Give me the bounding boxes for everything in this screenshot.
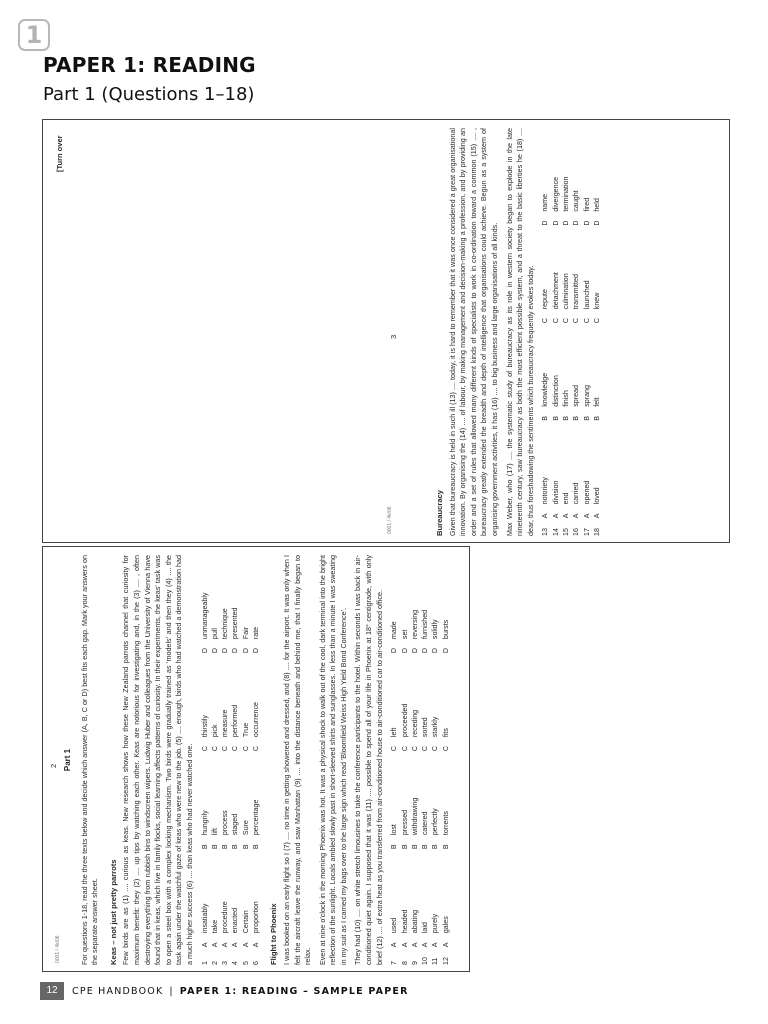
option-word: left xyxy=(390,727,399,738)
option-word: fired xyxy=(582,197,591,212)
text2-paragraph: Even at nine o'clock in the morning Phoenix was hot. It was a physical shock to walk out of the cool, dark terminal into the bright reflection of the sunlight. Locals ambled slowly past in short-sleeved shirts and sunglasses. In less than a minute I was sweating in my suit as I carried my bags over to the large sign which read 'Bloomfield Weiss High Yield Bond Conference'. xyxy=(317,555,348,965)
option-letter: B xyxy=(582,415,591,421)
option-row xyxy=(389,555,399,965)
page-code: 0001 / 4k/06 xyxy=(55,935,61,963)
option-row xyxy=(220,555,230,965)
option-word: launched xyxy=(582,280,591,310)
option-letter: D xyxy=(252,647,261,654)
option-word: catered xyxy=(421,811,430,836)
option-word: perfectly xyxy=(431,808,440,836)
option-letter: A xyxy=(400,942,409,948)
option-letter: A xyxy=(410,942,419,948)
question-number: 16 xyxy=(572,528,581,536)
option-letter: A xyxy=(582,513,591,519)
option-word: notoriety xyxy=(541,477,550,505)
option-letter: B xyxy=(410,844,419,850)
option-letter: C xyxy=(252,746,261,752)
option-word: process xyxy=(221,810,230,836)
option-letter: D xyxy=(231,647,240,654)
option-word: bursts xyxy=(441,619,450,640)
option-letter: D xyxy=(561,220,570,226)
option-letter: D xyxy=(221,647,230,654)
option-word: held xyxy=(592,198,601,212)
option-letter: D xyxy=(400,647,409,654)
option-letter: B xyxy=(421,844,430,850)
question-number: 4 xyxy=(231,961,240,965)
option-word: end xyxy=(561,492,570,505)
text2-paragraph: I was booked on an early flight so I (7) .... no time in getting showered and dressed, and (8) .... for the airport. It was only when I felt the aircraft leave the runway, and saw Manhattan (9) .... into the distance beneath and behind me, that I finally began to relax. xyxy=(281,555,313,965)
option-word: pull xyxy=(210,628,219,640)
option-word: felt xyxy=(592,397,601,407)
text3-title: Bureaucracy xyxy=(435,489,444,536)
option-word: made xyxy=(390,621,399,640)
option-word: set xyxy=(400,629,409,640)
option-row xyxy=(210,555,220,965)
option-word: termination xyxy=(561,176,570,212)
option-row xyxy=(200,555,210,965)
option-letter: D xyxy=(592,220,601,226)
option-letter: C xyxy=(541,318,550,324)
text2-paragraph: They had (10) .... on white stretch limousines to take the conference participants to the hotel. Within seconds I was back in air-conditioned quiet again. I supposed that it was (11) .... possible to spend all of your life in Phoenix at 18° centigrade, with only brief (12) .... of extra heat as you transferred from air-conditioned house to air-conditioned car to air-conditioned office. xyxy=(353,555,384,965)
question-number: 11 xyxy=(431,957,440,965)
option-word: culmination xyxy=(561,273,570,310)
footer-page-number: 12 xyxy=(40,982,64,1000)
option-letter: B xyxy=(221,844,230,850)
option-word: occurrence xyxy=(252,702,261,738)
option-word: division xyxy=(551,480,560,505)
footer-divider: | xyxy=(169,985,174,997)
option-word: Sure xyxy=(241,820,250,836)
option-letter: C xyxy=(400,746,409,752)
option-letter: A xyxy=(441,942,450,948)
option-letter: D xyxy=(421,647,430,654)
option-row xyxy=(241,555,251,965)
option-letter: C xyxy=(441,746,450,752)
option-letter: D xyxy=(572,220,581,226)
option-word: sprang xyxy=(582,385,591,407)
option-letter: D xyxy=(410,647,419,654)
option-row xyxy=(420,555,430,965)
option-word: measure xyxy=(221,709,230,738)
footer-text xyxy=(72,986,409,997)
question-number: 8 xyxy=(400,961,409,965)
option-word: pick xyxy=(210,724,219,738)
option-letter: C xyxy=(431,746,440,752)
option-word: furnished xyxy=(421,609,430,640)
page-code: 0001 / 4k/06 xyxy=(387,506,393,534)
option-letter: D xyxy=(200,647,209,654)
question-number: 10 xyxy=(421,957,430,965)
option-letter: C xyxy=(200,746,209,752)
option-row xyxy=(540,128,550,536)
option-letter: B xyxy=(431,844,440,850)
option-letter: C xyxy=(572,318,581,324)
question-number: 14 xyxy=(551,528,560,536)
option-letter: A xyxy=(231,942,240,948)
option-word: proceeded xyxy=(400,703,409,738)
option-letter: B xyxy=(441,844,450,850)
option-word: purely xyxy=(431,913,440,934)
question-number: 9 xyxy=(410,961,419,965)
option-letter: C xyxy=(421,746,430,752)
option-letter: D xyxy=(541,220,550,226)
option-row xyxy=(592,128,602,536)
option-letter: B xyxy=(241,844,250,850)
option-letter: D xyxy=(390,647,399,654)
option-word: finish xyxy=(561,390,570,407)
turn-over-label: [Turn over xyxy=(55,135,64,172)
option-word: starkly xyxy=(431,716,440,738)
option-word: staged xyxy=(231,813,240,836)
option-row xyxy=(561,128,571,536)
option-word: fits xyxy=(441,728,450,738)
option-word: Certain xyxy=(241,910,250,934)
exam-page-3 xyxy=(42,119,730,543)
option-word: reversing xyxy=(410,609,419,640)
option-word: pressed xyxy=(400,809,409,836)
option-letter: B xyxy=(200,844,209,850)
option-word: solidly xyxy=(431,619,440,640)
text1-paragraph: Few birds are as (1) .... curious as keas. New research shows how these New Zealand parrots channel that curiosity for maximum benefit: they (2) .... up tips by watching each other. Keas are notorious for investigating and, in the (3) .... , often destroying everything from rubbish bins to windscreen wipers. Ludwig Huber and colleagues from the University of Vienna have found that in keas, which live in family flocks, social learning affects patterns of curiosity. In their experiments, the keas' task was to open a steel box with a complex locking mechanism. Two birds were gradually trained as 'models' and then they (4) .... the task again under the watchful gaze of keas who were new to the job. (5) .... enough, birds who had watched a demonstration had a much higher success (6) .... than keas who had never watched one. xyxy=(121,555,194,965)
option-letter: C xyxy=(410,746,419,752)
option-word: opened xyxy=(582,480,591,505)
option-word: carried xyxy=(572,482,581,505)
option-word: detachment xyxy=(551,272,560,310)
option-letter: A xyxy=(241,942,250,948)
option-word: unmanageably xyxy=(200,592,209,640)
options-table xyxy=(389,555,451,965)
paper-number-badge: 1 xyxy=(18,19,50,51)
option-word: knowledge xyxy=(541,372,550,407)
option-word: technique xyxy=(221,608,230,640)
option-word: rate xyxy=(252,626,261,640)
option-letter: B xyxy=(231,844,240,850)
question-number: 3 xyxy=(221,961,230,965)
option-letter: D xyxy=(441,647,450,654)
question-number: 1 xyxy=(200,961,209,965)
text3-paragraph: Max Weber, who (17) .... the systematic study of bureaucracy as its role in western society began to explode in the late nineteenth century, saw bureaucracy as both the most efficient possible system, and a threat to the basic liberties he (18) .... dear, thus foreshadowing the sentiments which bureaucracy frequently evokes today. xyxy=(504,128,535,536)
option-row xyxy=(582,128,592,536)
option-letter: D xyxy=(431,647,440,654)
option-word: proportion xyxy=(252,901,261,934)
part-subtitle: Part 1 (Questions 1–18) xyxy=(43,84,255,105)
page-footer xyxy=(40,982,409,1000)
option-word: abating xyxy=(410,909,419,934)
option-letter: B xyxy=(541,415,550,421)
option-letter: C xyxy=(592,318,601,324)
option-word: Fair xyxy=(241,626,250,640)
option-word: receding xyxy=(410,709,419,738)
option-letter: A xyxy=(390,942,399,948)
question-number: 2 xyxy=(210,961,219,965)
question-number: 13 xyxy=(541,528,550,536)
footer-handbook: CPE HANDBOOK xyxy=(72,985,164,997)
option-row xyxy=(230,555,240,965)
option-letter: A xyxy=(541,513,550,519)
option-word: thirstily xyxy=(200,715,209,738)
option-row xyxy=(430,555,440,965)
option-letter: B xyxy=(572,415,581,421)
option-letter: A xyxy=(592,513,601,519)
option-row xyxy=(441,555,451,965)
option-letter: B xyxy=(592,415,601,421)
option-letter: D xyxy=(210,647,219,654)
option-letter: B xyxy=(551,415,560,421)
option-word: distinction xyxy=(551,375,560,407)
page-number: 3 xyxy=(389,334,398,339)
question-number: 17 xyxy=(582,528,591,536)
option-word: insatiably xyxy=(200,903,209,934)
option-letter: A xyxy=(421,942,430,948)
option-letter: C xyxy=(241,746,250,752)
text2-title: Flight to Phoenix xyxy=(269,903,279,965)
instructions: For questions 1-18, read the three texts below and decide which answer (A, B, C or D) best fits each gap. Mark your answers on the separate answer sheet. xyxy=(79,555,100,965)
option-word: loved xyxy=(592,487,601,505)
option-word: knew xyxy=(592,292,601,310)
option-word: divergence xyxy=(551,176,560,212)
option-row xyxy=(400,555,410,965)
option-letter: C xyxy=(551,318,560,324)
option-letter: C xyxy=(582,318,591,324)
option-word: name xyxy=(541,193,550,212)
option-word: laid xyxy=(421,922,430,934)
option-word: presented xyxy=(231,607,240,640)
options-table xyxy=(200,555,262,965)
option-word: gales xyxy=(441,916,450,934)
option-word: caught xyxy=(572,190,581,212)
paper-title: PAPER 1: READING xyxy=(43,53,256,77)
part-heading: Part 1 xyxy=(63,748,72,772)
option-letter: A xyxy=(221,942,230,948)
text3-paragraph: Given that bureaucracy is held in such ill (13) .... today, it is hard to remember that it was once considered a great organisational innovation. By organising the (14) .... of labour, by making management and decision-making a profession, and by providing an order and a set of rules that allowed many different kinds of specialists to work in co-ordination toward a common (15) .... , bureaucracy greatly extended the breadth and depth of intelligence that organisations could achieve. Begun as a system of organising government activities, it has (16) .... to big business and large organisations of all kinds. xyxy=(447,128,499,536)
option-word: performed xyxy=(231,704,240,738)
option-word: transmitted xyxy=(572,274,581,310)
option-word: sorted xyxy=(421,717,430,738)
option-word: take xyxy=(210,919,219,934)
option-letter: D xyxy=(551,220,560,226)
option-letter: A xyxy=(561,513,570,519)
option-letter: A xyxy=(200,942,209,948)
option-row xyxy=(251,555,261,965)
question-number: 12 xyxy=(441,957,450,965)
option-letter: C xyxy=(221,746,230,752)
option-letter: D xyxy=(582,220,591,226)
option-row xyxy=(551,128,561,536)
question-number: 7 xyxy=(390,961,399,965)
option-word: spread xyxy=(572,385,581,407)
question-number: 6 xyxy=(252,961,261,965)
option-word: percentage xyxy=(252,799,261,836)
option-word: enacted xyxy=(231,907,240,934)
option-letter: C xyxy=(231,746,240,752)
option-letter: C xyxy=(561,318,570,324)
text1-title: Keas – not just pretty parrots xyxy=(108,859,118,965)
footer-section: PAPER 1: READING – SAMPLE PAPER xyxy=(179,985,409,997)
option-word: True xyxy=(241,722,250,738)
option-word: used xyxy=(390,917,399,934)
option-letter: A xyxy=(431,942,440,948)
option-letter: A xyxy=(551,513,560,519)
option-letter: A xyxy=(210,942,219,948)
option-letter: B xyxy=(561,415,570,421)
option-letter: B xyxy=(400,844,409,850)
option-word: lift xyxy=(210,828,219,836)
option-letter: D xyxy=(241,647,250,654)
option-word: lost xyxy=(390,824,399,836)
option-word: torrents xyxy=(441,811,450,836)
question-number: 5 xyxy=(241,961,250,965)
option-word: headed xyxy=(400,909,409,934)
option-word: withdrawing xyxy=(410,797,419,836)
option-row xyxy=(571,128,581,536)
option-letter: B xyxy=(390,844,399,850)
option-word: procedure xyxy=(221,901,230,934)
question-number: 15 xyxy=(561,528,570,536)
options-table xyxy=(540,128,602,536)
exam-page-2 xyxy=(42,546,470,972)
option-letter: B xyxy=(210,844,219,850)
question-number: 18 xyxy=(592,528,601,536)
option-letter: C xyxy=(390,746,399,752)
option-word: hungrily xyxy=(200,810,209,836)
option-letter: C xyxy=(210,746,219,752)
option-letter: A xyxy=(572,513,581,519)
option-row xyxy=(410,555,420,965)
option-letter: A xyxy=(252,942,261,948)
option-word: repute xyxy=(541,289,550,310)
option-letter: B xyxy=(252,844,261,850)
page-number: 2 xyxy=(49,763,58,768)
